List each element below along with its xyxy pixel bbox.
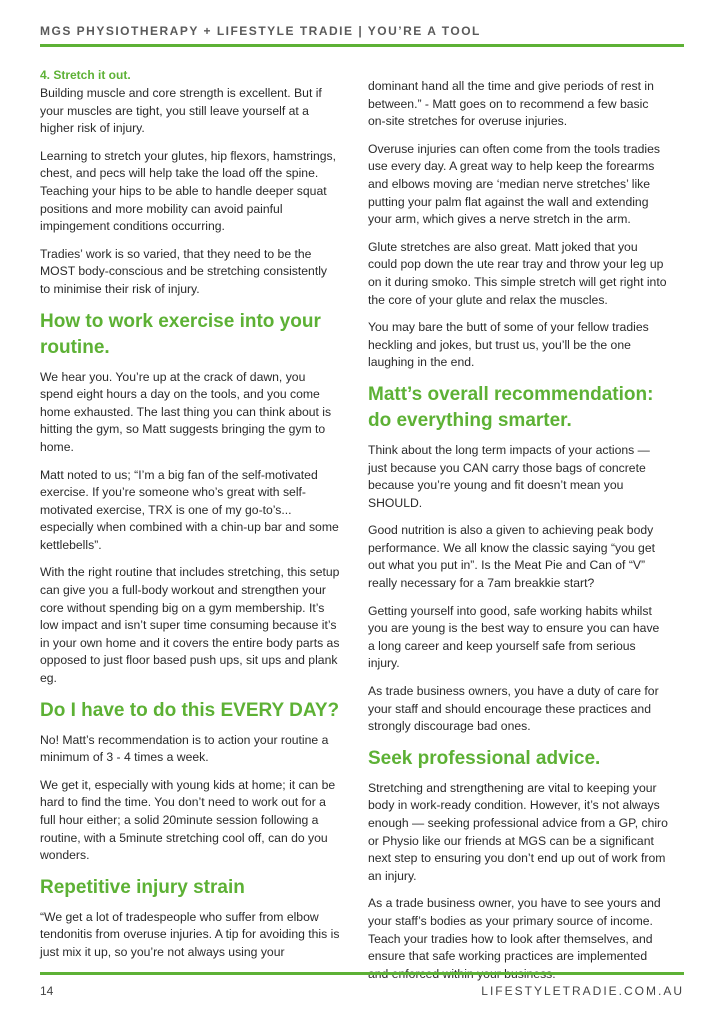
paragraph: Think about the long term impacts of your actions — just because you CAN carry those bags of concrete because you’re young and fit doesn’t mean you SHOULD. [368,442,650,510]
paragraph: As a trade business owner, you have to see yours and your staff’s bodies as your primary source of income. Teach your tradies how to look after themselves, and ensure that safe working practices are implemented [368,896,661,964]
paragraph: “We get a lot of tradespeople who suffer from elbow tendonitis from overuse injuries. A tip for avoiding this is just mix it up, so you’re not always using your [40,909,340,959]
paragraph: Matt noted to us; “I’m a big fan of the self-motivated exercise. If you’re someone who’s great with self-motivated exercise, TRX is one of my go-to’s... especially when combined with a chin-up bar and some kettlebells”. [40,467,339,552]
paragraph: Building muscle and core strength is excellent. But if your muscles are tight, you still leave yourself at a higher risk of injury. [40,86,322,136]
paragraph: Glute stretches are also great. Matt joked that you could pop down the ute rear tray and throw your leg up on it during smoko. This simple stretch will get right into the core of your glute and relax the muscles. [368,239,667,307]
header-rule [40,44,684,47]
paragraph: dominant hand all the time and give periods of rest in between.” - Matt goes on to recommend a few basic on-site stretches for overuse injuries. [368,79,654,129]
heading-repetitive-strain: Repetitive injury strain [40,876,245,898]
right-column [368,78,668,993]
heading-every-day: Do I have to do this EVERY DAY? [40,699,340,721]
paragraph: Stretching and strengthening are vital to keeping your body in work-ready condition. However, it’s not always enough — seeking professional advice from a GP, chiro or Physio like our friends at MGS can be a significant next step to ensuring you don’t end up out of work from an injury. [368,780,668,883]
footer-rule [40,972,684,975]
paragraph: Tradies’ work is so varied, that they need to be the MOST body-conscious and be stretching consistently to minimise their risk of injury. [40,246,328,296]
paragraph: No! Matt’s recommendation is to action your routine a minimum of 3 - 4 times a week. [40,732,329,765]
paragraph: Overuse injuries can often come from the tools tradies use every day. A great way to help keep the forearms and elbows moving are ‘median nerve stretches’ like putting your palm flat against the wall and extending your arm, which gives a nerve stretch in the arm. [368,141,660,227]
running-header: MGS PHYSIOTHERAPY + LIFESTYLE TRADIE | YOU’RE A TOOL [40,24,481,38]
stretch-subheading: 4. Stretch it out. [40,68,131,82]
left-column [40,68,340,972]
paragraph: With the right routine that includes stretching, this setup can give you a full-body workout and strengthen your core without spending big on a gym membership. It’s low impact and isn’t super time consuming because it’s in your own home and it covers the entire body parts as opposed to just floor based push ups, sit ups and plank eg. [40,565,340,686]
heading-routine: How to work exercise into your routine. [40,310,321,358]
paragraph: Good nutrition is also a given to achieving peak body performance. We all know the classic saying “you get out what you put in”. Is the Meat Pie and Can of “V” really necessary for a 7am breakkie start? [368,523,655,591]
heading-professional-advice: Seek professional advice. [368,747,601,769]
paragraph: We get it, especially with young kids at home; it can be hard to find the time. You don’t need to work out for a full hour either; a solid 20minute session following a routine, with a 5minute stretching cool off, can do you wonders. [40,777,336,863]
page-number: 14 [40,984,54,998]
paragraph: Learning to stretch your glutes, hip flexors, hamstrings, chest, and pecs will help take the load off the spine. Teaching your hips to be able to handle deeper squat positions and more mobility can avoid painful impingement conditions occurring. [40,148,337,234]
paragraph: Getting yourself into good, safe working habits whilst you are young is the best way to ensure you can have a long career and keep yourself safe from serious injury. [368,603,660,671]
heading-overall-recommendation: Matt’s overall recommendation: do everything smarter. [368,383,654,431]
website-url: LIFESTYLETRADIE.COM.AU [481,984,684,998]
paragraph: As trade business owners, you have a duty of care for your staff and should encourage these practices and strongly discourage bad ones. [368,684,659,734]
paragraph: We hear you. You’re up at the crack of dawn, you spend eight hours a day on the tools, and you come home exhausted. The last thing you can think about is hitting the gym, so Matt suggests bringing the gym to home. [40,369,332,454]
paragraph: You may bare the butt of some of your fellow tradies heckling and jokes, but trust us, you’ll be the one laughing in the end. [368,320,649,370]
